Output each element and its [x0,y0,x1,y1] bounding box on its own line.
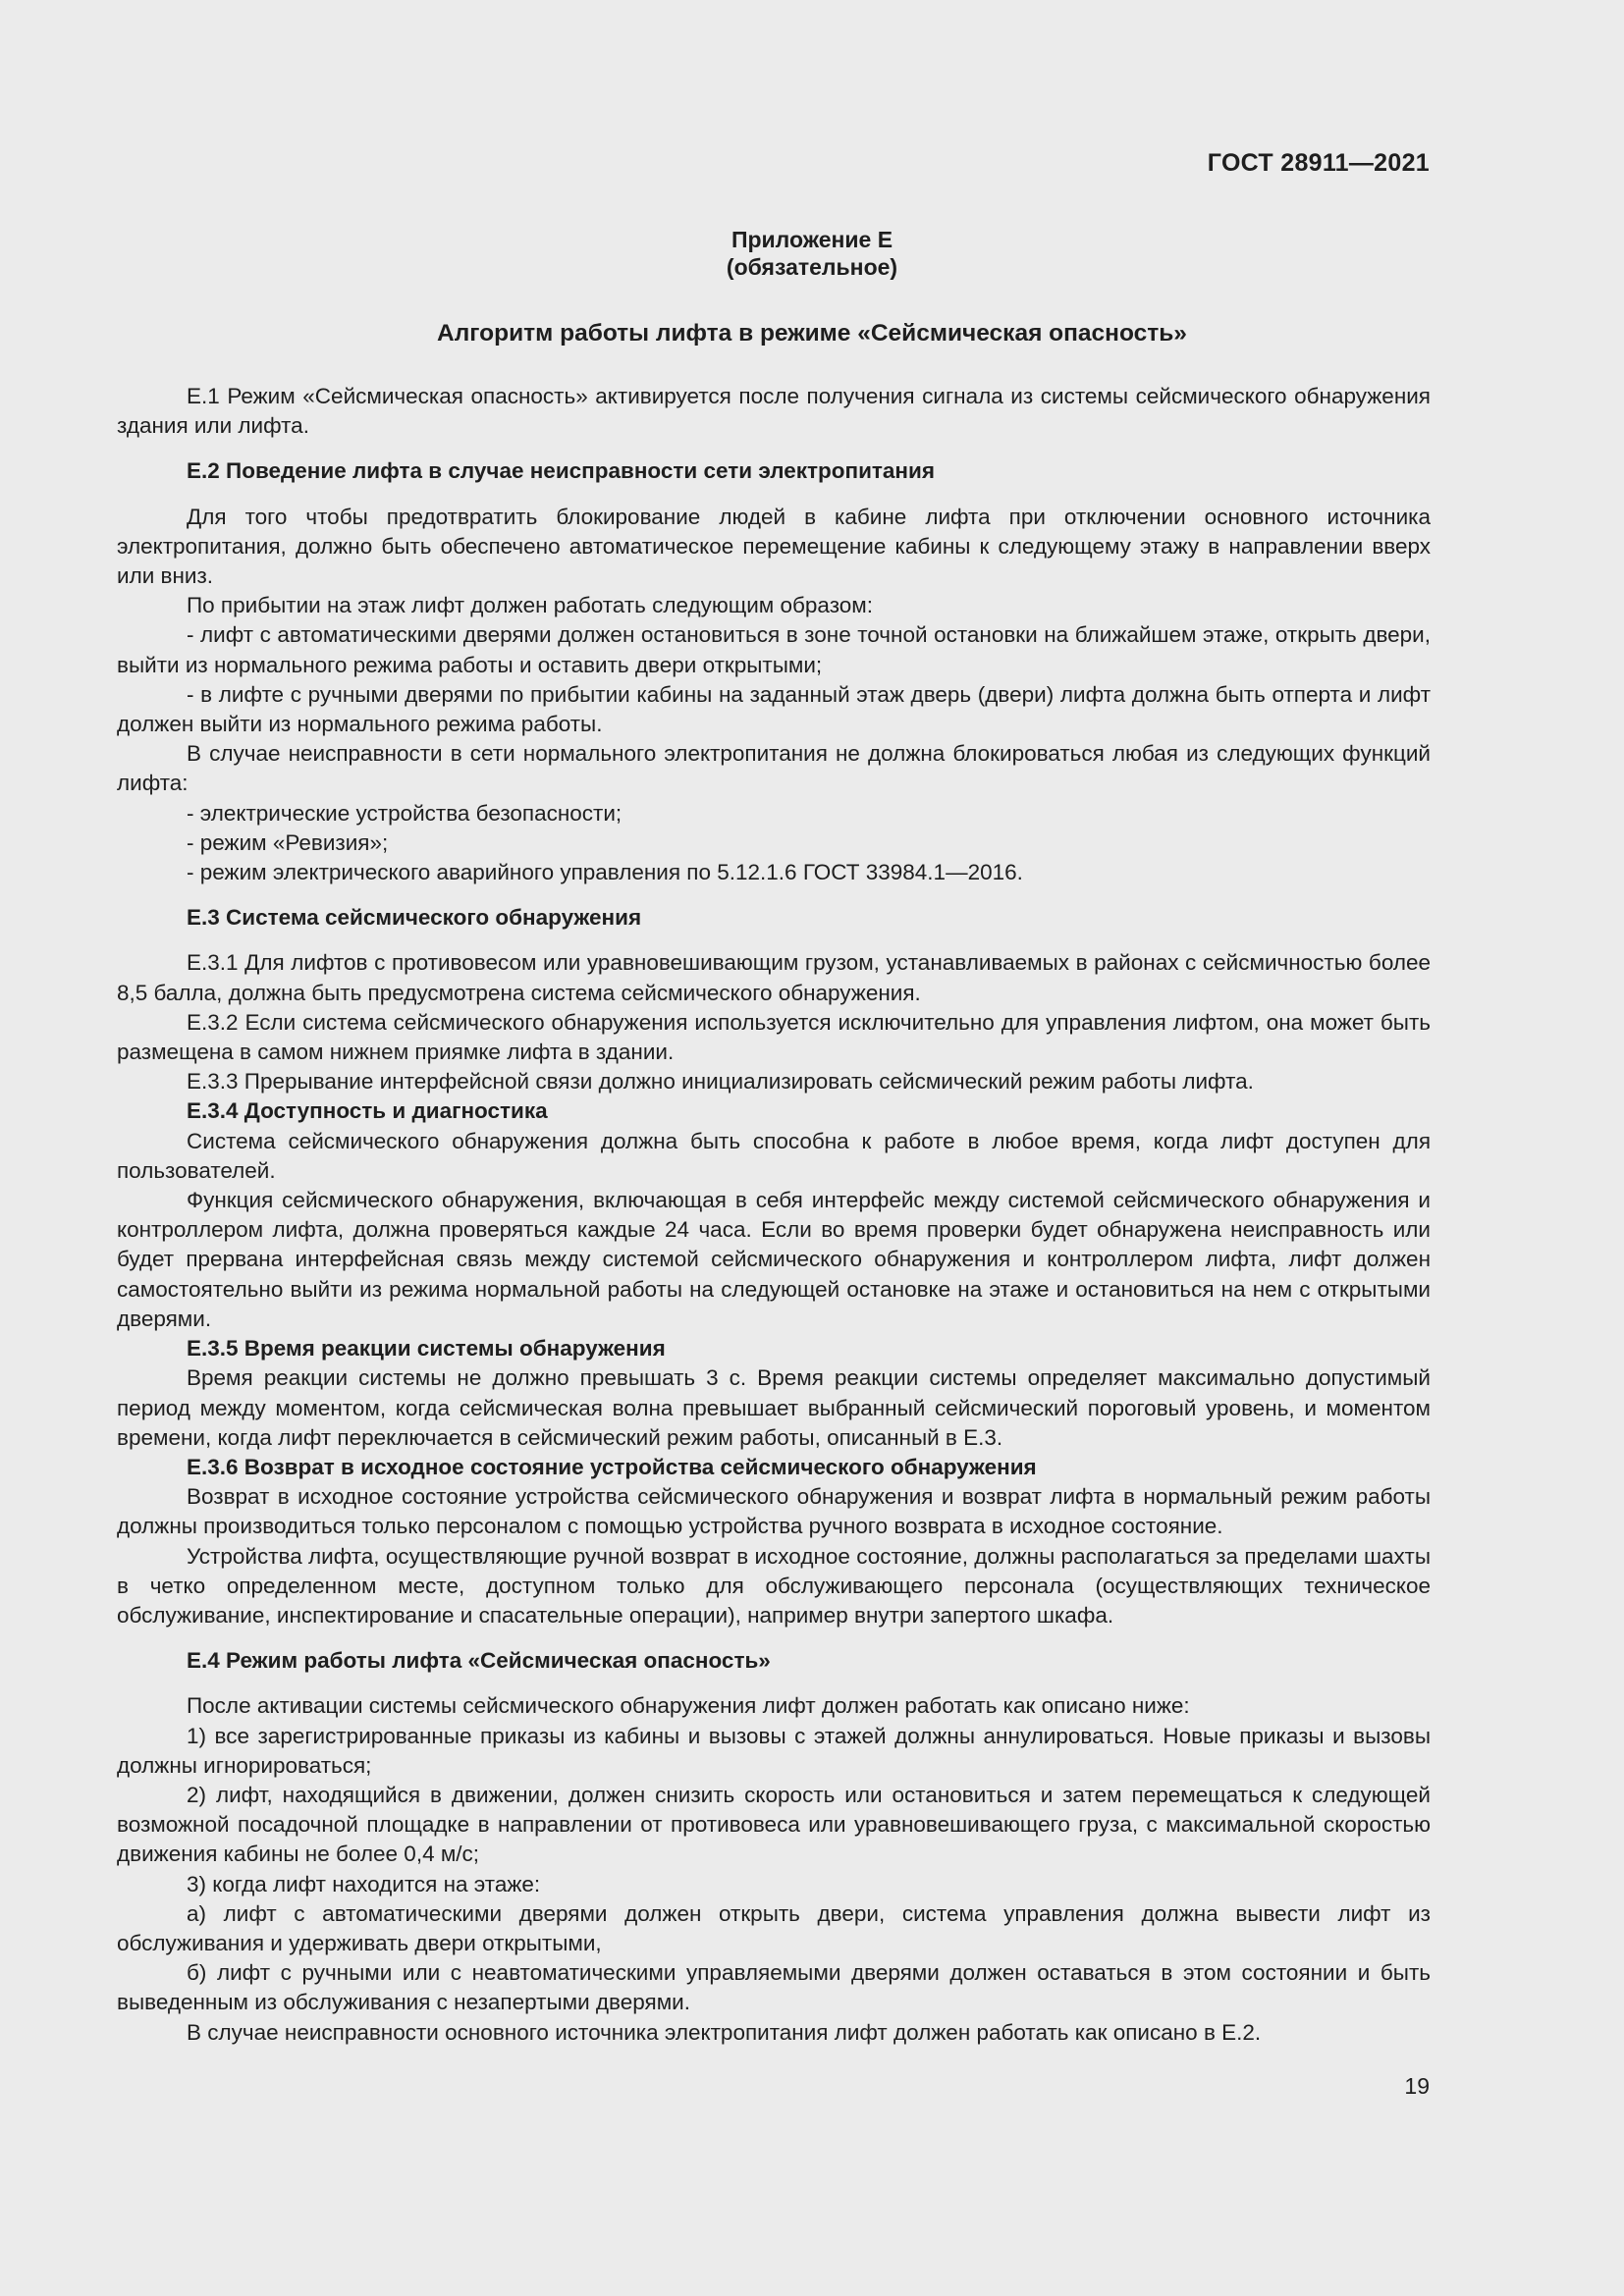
section-heading-e2: Е.2 Поведение лифта в случае неисправности сети электропитания [187,458,935,484]
paragraph: Устройства лифта, осуществляющие ручной возврат в исходное состояние, должны располагаться за пределами шахты в четко определенном месте, доступном только для обслуживающего персонала (осуществляющих техническое обслуживание, инспектирование и спасательные операции), например внутри запертого шкафа. [117,1543,1431,1628]
document-body [117,382,1431,2048]
list-item: - в лифте с ручными дверями по прибытии кабины на заданный этаж дверь (двери) лифта должна быть отперта и лифт должен выйти из нормального режима работы. [117,681,1431,737]
list-item: б) лифт с ручными или с неавтоматическими управляемыми дверями должен оставаться в этом состоянии и быть выведенным из обслуживания с незапертыми дверями. [117,1960,1431,2015]
paragraph: Возврат в исходное состояние устройства сейсмического обнаружения и возврат лифта в нормальный режим работы должны производиться только персоналом с помощью устройства ручного возврата в исходное состояние. [117,1484,1431,1539]
paragraph-e1: Е.1 Режим «Сейсмическая опасность» активируется после получения сигнала из системы сейсмического обнаружения здания или лифта. [117,384,1431,439]
paragraph-e3-1: Е.3.1 Для лифтов с противовесом или уравновешивающим грузом, устанавливаемых в районах с сейсмичностью более 8,5 балла, должна быть предусмотрена система сейсмического обнаружения. [117,950,1431,1005]
paragraph: В случае неисправности в сети нормального электропитания не должна блокироваться любая из следующих функций лифта: [117,741,1431,796]
section-heading-e4: Е.4 Режим работы лифта «Сейсмическая опасность» [187,1648,771,1674]
list-item: - лифт с автоматическими дверями должен остановиться в зоне точной остановки на ближайшем этаже, открыть двери, выйти из нормального режима работы и оставить двери открытыми; [117,622,1431,677]
list-item: 2) лифт, находящийся в движении, должен снизить скорость или остановиться и затем перемещаться к следующей возможной посадочной площадке в направлении от противовеса или уравновешивающего груза, с максимальной скоростью движения кабины не более 0,4 м/с; [117,1782,1431,1867]
list-item: - режим электрического аварийного управления по 5.12.1.6 ГОСТ 33984.1—2016. [187,860,1023,885]
paragraph: Функция сейсмического обнаружения, включающая в себя интерфейс между системой сейсмического обнаружения и контроллером лифта, должна проверяться каждые 24 часа. Если во время проверки будет обнаружена неисправность или будет прервана интерфейсная связь между системой сейсмического обнаружения и контроллером лифта, лифт должен самостоятельно выйти из режима нормальной работы на следующей остановке на этаже и остановиться на нем с открытыми дверями. [117,1188,1431,1331]
list-item: - режим «Ревизия»; [187,829,389,855]
paragraph: Для того чтобы предотвратить блокирование людей в кабине лифта при отключении основного источника электропитания, должно быть обеспечено автоматическое перемещение кабины к следующему этажу в направлении вверх или вниз. [117,504,1431,589]
list-item: - электрические устройства безопасности; [187,800,623,826]
appendix-heading [0,226,1624,281]
appendix-type: (обязательное) [726,254,898,280]
paragraph-e3-2: Е.3.2 Если система сейсмического обнаружения используется исключительно для управления лифтом, она может быть размещена в самом нижнем приямке лифта в здании. [117,1009,1431,1065]
document-number: ГОСТ 28911—2021 [1207,149,1430,177]
paragraph: Время реакции системы не должно превышать 3 с. Время реакции системы определяет максимально допустимый период между моментом, когда сейсмическая волна превышает выбранный сейсмический пороговый уровень, и моментом времени, когда лифт переключается в сейсмический режим работы, описанный в Е.3. [117,1365,1431,1450]
list-item: 1) все зарегистрированные приказы из кабины и вызовы с этажей должны аннулироваться. Новые приказы и вызовы должны игнорироваться; [117,1723,1431,1778]
page-number: 19 [1404,2073,1430,2099]
subsection-heading-e3-5: Е.3.5 Время реакции системы обнаружения [187,1336,666,1362]
paragraph: После активации системы сейсмического обнаружения лифт должен работать как описано ниже: [187,1693,1190,1719]
paragraph: Система сейсмического обнаружения должна быть способна к работе в любое время, когда лифт доступен для пользователей. [117,1128,1431,1183]
list-item: 3) когда лифт находится на этаже: [187,1871,541,1896]
subsection-heading-e3-4: Е.3.4 Доступность и диагностика [187,1098,548,1124]
list-item: а) лифт с автоматическими дверями должен открыть двери, система управления должна вывести лифт из обслуживания и удерживать двери открытыми, [117,1900,1431,1955]
paragraph: По прибытии на этаж лифт должен работать следующим образом: [187,593,873,618]
paragraph-e3-3: Е.3.3 Прерывание интерфейсной связи должно инициализировать сейсмический режим работы лифта. [187,1069,1254,1095]
subsection-heading-e3-6: Е.3.6 Возврат в исходное состояние устройства сейсмического обнаружения [187,1454,1037,1479]
document-title: Алгоритм работы лифта в режиме «Сейсмическая опасность» [437,320,1187,347]
paragraph: В случае неисправности основного источника электропитания лифт должен работать как описано в Е.2. [187,2019,1262,2045]
section-heading-e3: Е.3 Система сейсмического обнаружения [187,905,642,931]
appendix-label: Приложение Е [731,227,893,252]
